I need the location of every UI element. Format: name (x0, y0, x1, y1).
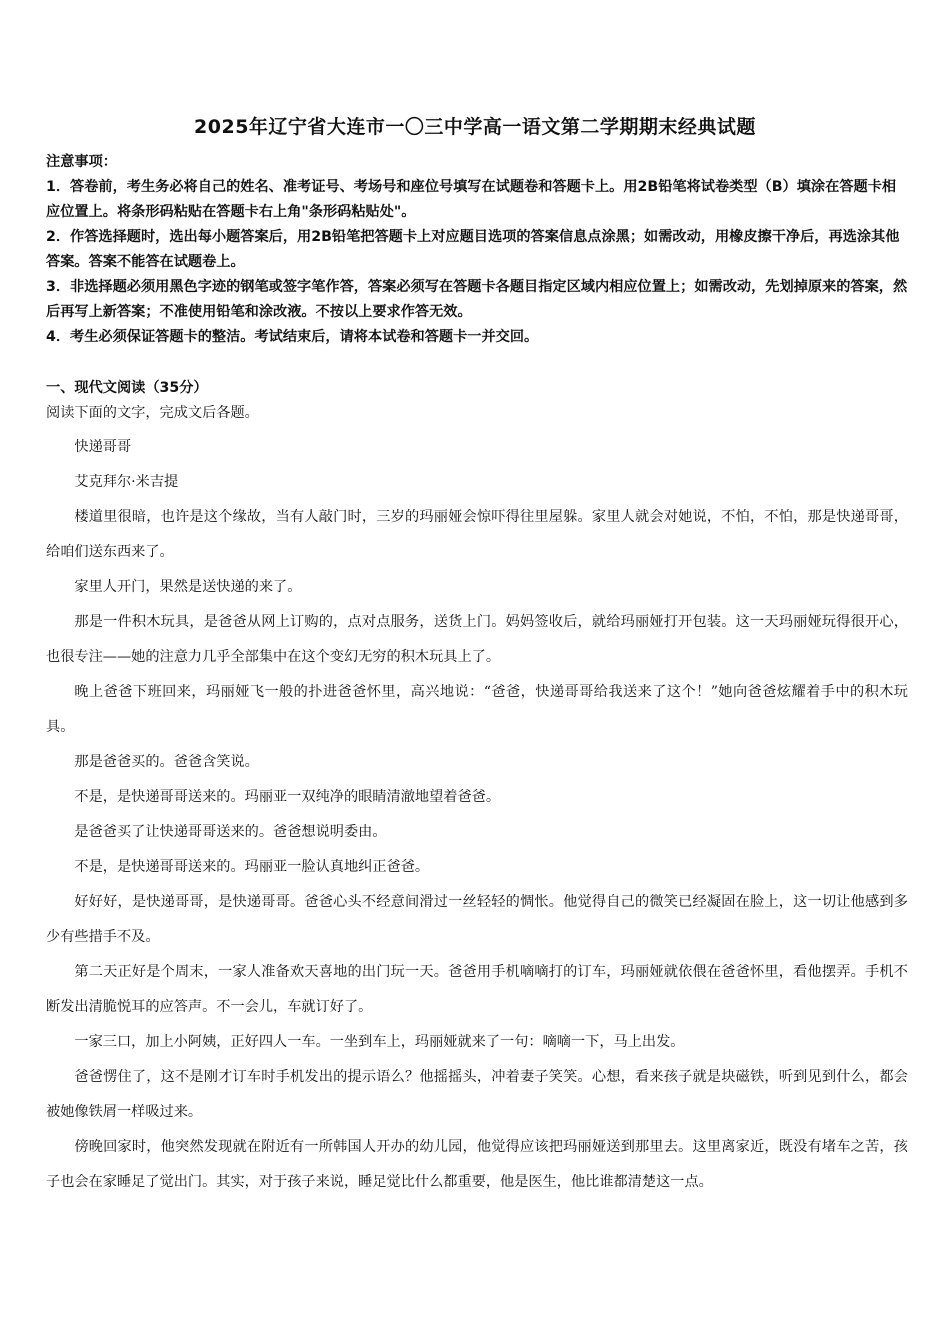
article-paragraph: 不是，是快递哥哥送来的。玛丽亚一脸认真地纠正爸爸。 (74, 859, 430, 875)
article-paragraph: 那是一件积木玩具，是爸爸从网上订购的，点对点服务，送货上门。妈妈签收后，就给玛丽娅打开包装。这一天玛丽娅玩得很开心，也很专注——她的注意力几乎全部集中在这个变幻无穷的积木玩具上了。 (46, 614, 908, 665)
article-paragraph: 家里人开门，果然是送快递的来了。 (74, 579, 302, 595)
article-title: 快递哥哥 (74, 439, 132, 455)
page-title: 2025年辽宁省大连市一〇三中学高一语文第二学期期末经典试题 (194, 116, 756, 138)
article-paragraph: 晚上爸爸下班回来，玛丽娅飞一般的扑进爸爸怀里，高兴地说：“爸爸，快递哥哥给我送来了这个！”她向爸爸炫耀着手中的积木玩具。 (46, 684, 908, 735)
notice-item: 1．答卷前，考生务必将自己的姓名、准考证号、考场号和座位号填写在试题卷和答题卡上。用2B铅笔将试卷类型（B）填涂在答题卡相应位置上。将条形码粘贴在答题卡右上角"条形码粘贴处"。 (46, 179, 897, 220)
section-instruction: 阅读下面的文字，完成文后各题。 (46, 405, 259, 421)
section-heading: 一、现代文阅读（35分） (46, 380, 208, 396)
article-author: 艾克拜尔·米吉提 (74, 474, 179, 490)
notice-heading: 注意事项： (46, 154, 117, 170)
article-paragraph: 是爸爸买了让快递哥哥送来的。爸爸想说明委由。 (74, 824, 387, 840)
article-paragraph: 那是爸爸买的。爸爸含笑说。 (74, 754, 259, 770)
section-header (46, 376, 908, 426)
notice-item: 4．考生必须保证答题卡的整洁。考试结束后，请将本试卷和答题卡一并交回。 (46, 329, 539, 345)
article-paragraph: 爸爸愣住了，这不是刚才订车时手机发出的提示语么？他摇摇头，冲着妻子笑笑。心想，看来孩子就是块磁铁，听到见到什么，都会被她像铁屑一样吸过来。 (46, 1069, 908, 1120)
notice-item: 2．作答选择题时，选出每小题答案后，用2B铅笔把答题卡上对应题目选项的答案信息点涂黑；如需改动，用橡皮擦干净后，再选涂其他答案。答案不能答在试题卷上。 (46, 229, 900, 270)
article-paragraph: 好好好，是快递哥哥，是快递哥哥。爸爸心头不经意间滑过一丝轻轻的惆怅。他觉得自己的微笑已经凝固在脸上，这一切让他感到多少有些措手不及。 (46, 894, 908, 945)
notice-block (46, 150, 908, 350)
article-paragraph: 第二天正好是个周末，一家人准备欢天喜地的出门玩一天。爸爸用手机嘀嘀打的订车，玛丽娅就依偎在爸爸怀里，看他摆弄。手机不断发出清脆悦耳的应答声。不一会儿，车就订好了。 (46, 964, 908, 1015)
article-paragraph: 楼道里很暗，也许是这个缘故，当有人敲门时，三岁的玛丽娅会惊吓得往里屋躲。家里人就会对她说，不怕，不怕，那是快递哥哥，给咱们送东西来了。 (46, 509, 908, 560)
article-paragraph: 傍晚回家时，他突然发现就在附近有一所韩国人开办的幼儿园，他觉得应该把玛丽娅送到那里去。这里离家近，既没有堵车之苦，孩子也会在家睡足了觉出门。其实，对于孩子来说，睡足觉比什么都重要，他是医生，他比谁都清楚这一点。 (46, 1139, 908, 1190)
article-paragraph: 不是，是快递哥哥送来的。玛丽亚一双纯净的眼睛清澈地望着爸爸。 (74, 789, 501, 805)
notice-item: 3．非选择题必须用黑色字迹的钢笔或签字笔作答，答案必须写在答题卡各题目指定区域内相应位置上；如需改动，先划掉原来的答案，然后再写上新答案；不准使用铅笔和涂改液。不按以上要求作答无效。 (46, 279, 908, 320)
article-paragraph: 一家三口，加上小阿姨，正好四人一车。一坐到车上，玛丽娅就来了一句：嘀嘀一下，马上出发。 (74, 1034, 685, 1050)
article-body (46, 430, 908, 1200)
